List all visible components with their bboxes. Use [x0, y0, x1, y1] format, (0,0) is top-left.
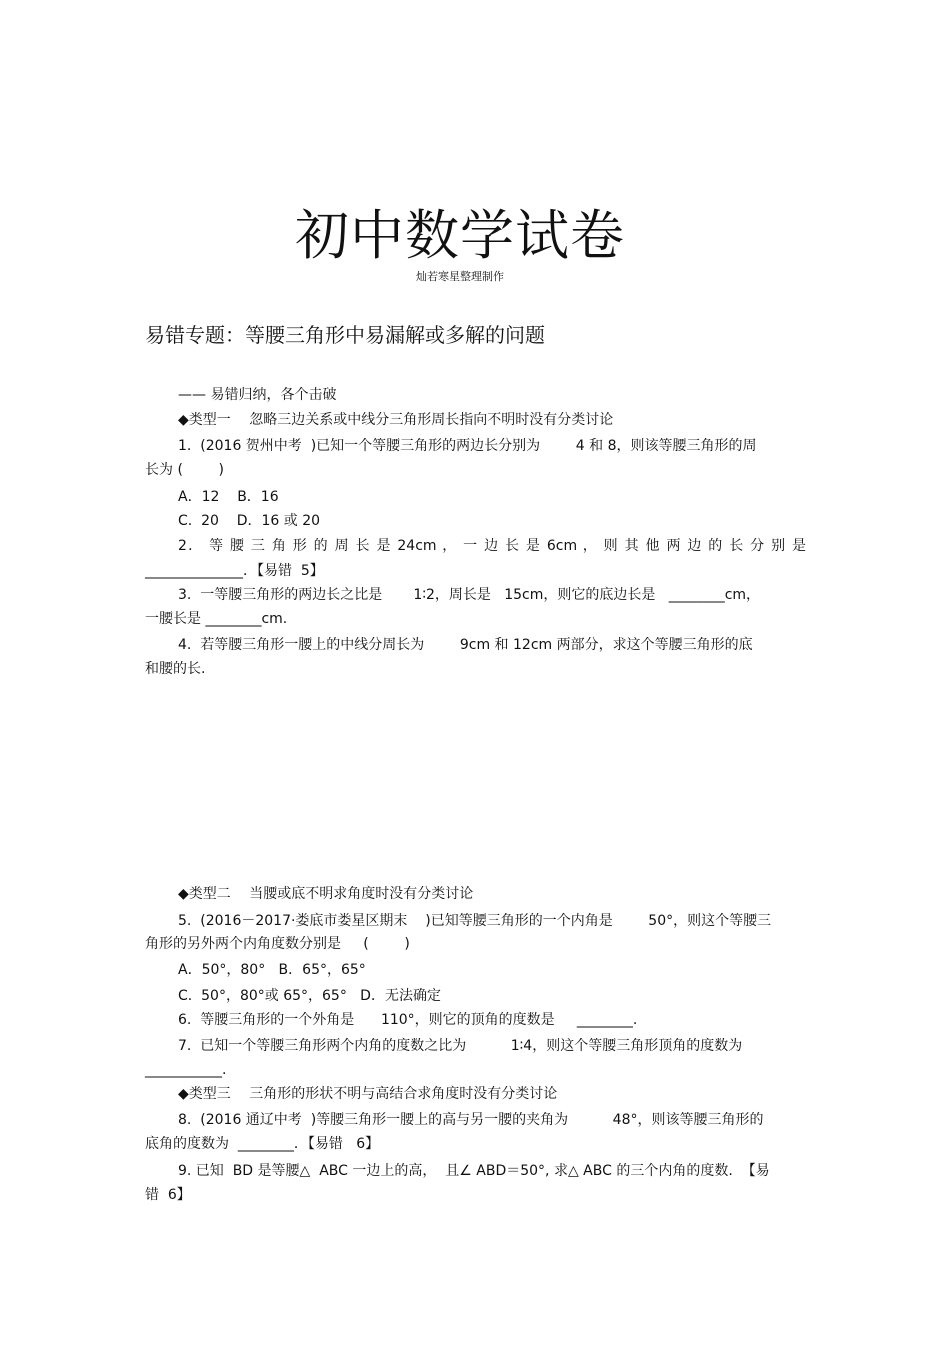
section-heading-type-three: ◆类型三 三角形的形状不明与高结合求角度时没有分类讨论 — [178, 1086, 558, 1102]
question-5-text-cont: 角形的另外两个内角度数分别是 ( ) — [145, 936, 410, 952]
question-5-options-ab: A．50°，80° B．65°，65° — [178, 962, 366, 978]
question-2-blank: ______________．【易错 5】 — [145, 563, 324, 579]
question-2-text: 2． 等 腰 三 角 形 的 周 长 是 24cm ， 一 边 长 是 6cm ， 则 其 他 两 边 的 长 分 别 是 — [178, 538, 806, 554]
question-7-text: 7. 已知一个等腰三角形两个内角的度数之比为 1∶4，则这个等腰三角形顶角的度数为 — [178, 1038, 743, 1054]
question-3-text: 3. 一等腰三角形的两边长之比是 1∶2，周长是 15cm，则它的底边长是 ________cm， — [178, 587, 761, 603]
question-1-text-cont: 长为 ( ) — [145, 462, 224, 478]
question-5-options-cd: C. 50°，80°或 65°，65° D．无法确定 — [178, 988, 441, 1004]
page-subtitle: 灿若寒星整理制作 — [416, 270, 504, 283]
question-7-blank: ___________. — [145, 1062, 227, 1078]
question-4-text: 4. 若等腰三角形一腰上的中线分周长为 9cm 和 12cm 两部分，求这个等腰三角形的底 — [178, 637, 753, 653]
question-8-text-cont: 底角的度数为 ________．【易错 6】 — [145, 1136, 380, 1152]
question-8-text: 8. (2016 通辽中考 )等腰三角形一腰上的高与另一腰的夹角为 48°，则该等腰三角形的 — [178, 1112, 764, 1128]
question-1-options-ab: A．12 B．16 — [178, 489, 279, 505]
question-1-options-cd: C. 20 D．16 或 20 — [178, 513, 321, 529]
section-heading-type-two: ◆类型二 当腰或底不明求角度时没有分类讨论 — [178, 886, 474, 902]
question-9-text-cont: 错 6】 — [145, 1187, 191, 1203]
topic-heading: 易错专题：等腰三角形中易漏解或多解的问题 — [145, 323, 545, 347]
question-5-text: 5. (2016－2017·娄底市娄星区期末 )已知等腰三角形的一个内角是 50°，则这个等腰三 — [178, 913, 772, 929]
summary-line: —— 易错归纳，各个击破 — [178, 387, 337, 403]
question-3-text-cont: 一腰长是 ________cm. — [145, 611, 288, 627]
question-1-text: 1. (2016 贺州中考 )已知一个等腰三角形的两边长分别为 4 和 8，则该等腰三角形的周 — [178, 438, 757, 454]
section-heading-type-one: ◆类型一 忽略三边关系或中线分三角形周长指向不明时没有分类讨论 — [178, 412, 614, 428]
page-title: 初中数学试卷 — [295, 204, 625, 267]
question-6-text: 6. 等腰三角形的一个外角是 110°，则它的顶角的度数是 ________. — [178, 1012, 638, 1028]
question-4-text-cont: 和腰的长. — [145, 661, 206, 677]
question-9-text: 9. 已知 BD 是等腰△ ABC 一边上的高， 且∠ ABD＝50°, 求△ ABC 的三个内角的度数. 【易 — [178, 1163, 770, 1179]
